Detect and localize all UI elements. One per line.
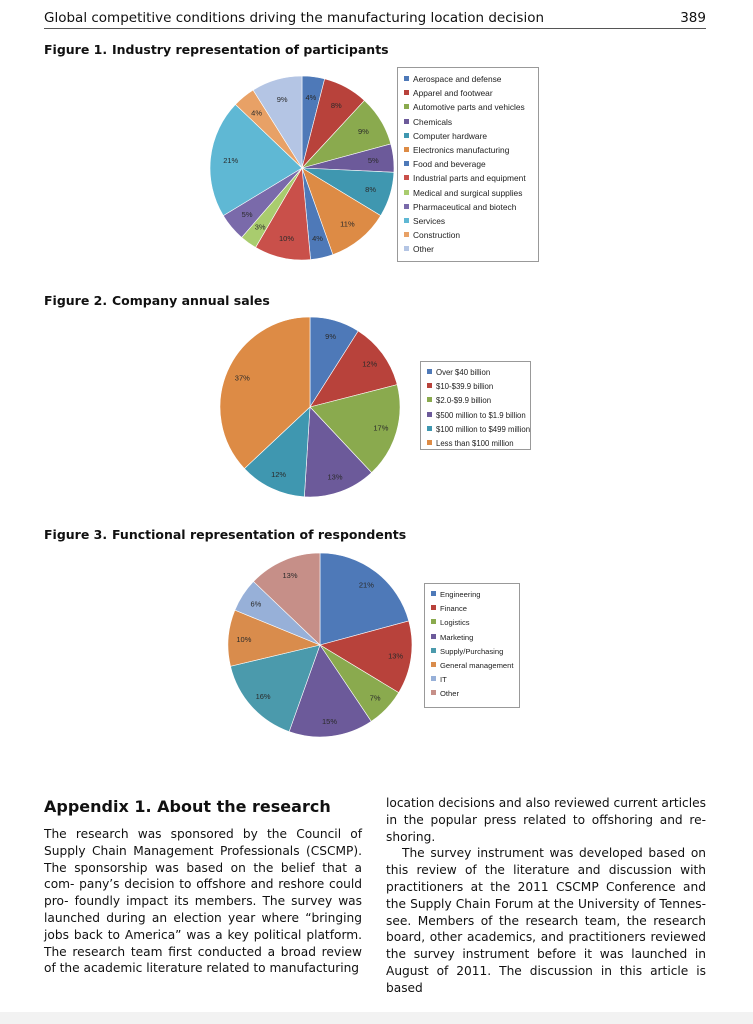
pie-data-label: 12% [362,359,378,369]
legend-swatch [404,204,409,209]
figure-1-legend [397,67,539,262]
legend-swatch [404,133,409,138]
legend-label: Medical and surgical supplies [413,187,523,198]
legend-item [431,631,513,645]
pie-data-label: 9% [276,95,288,104]
right-paragraph-2: The survey instrument was developed based on this review of the literature and discussion with practitioners at the 2011 CSCMP Conference and the Supply Chain Forum at the University of Tennes- see. Members of the research team, the research board, other academics, and practitioners reviewed the survey instrument before it was launched in August of 2011. The discussion in this article is based [386,846,706,995]
legend-swatch [404,90,409,95]
legend-label: Less than $100 million [436,438,514,448]
legend-item [404,157,532,171]
legend-label: $10-$39.9 billion [436,382,494,392]
legend-item [427,423,531,437]
legend-item [431,659,513,673]
legend-swatch [404,161,409,166]
figure-1-title: Industry representation of participants [112,42,389,57]
legend-swatch [404,76,409,81]
legend-item [427,437,524,451]
legend-label: Construction [413,230,461,241]
appendix-left-column [44,826,362,977]
pie-data-label: 7% [369,693,381,703]
pie-data-label: 8% [365,184,377,194]
page-bottom-bar [0,1012,753,1024]
legend-item [427,380,524,394]
figure-3-legend [424,583,520,708]
pie-data-label: 13% [388,651,404,661]
figure-2-title: Company annual sales [112,293,270,308]
legend-label: $500 million to $1.9 billion [436,410,526,420]
pie-data-label: 16% [255,692,271,701]
pie-data-label: 17% [373,423,389,433]
legend-item [427,394,524,408]
legend-label: IT [440,675,447,685]
legend-label: Industrial parts and equipment [413,173,526,184]
legend-swatch [427,440,432,445]
legend-swatch [427,383,432,388]
pie-data-label: 5% [367,156,379,166]
legend-label: Supply/Purchasing [440,646,504,656]
legend-swatch [427,369,432,374]
pie-data-label: 4% [251,108,263,118]
pie-data-label: 6% [250,599,262,609]
pie-data-label: 3% [254,222,266,232]
page-number: 389 [680,10,706,26]
pie-data-label: 13% [282,570,298,580]
running-title: Global competitive conditions driving the manufacturing location decision [44,10,545,26]
pie-data-label: 21% [358,580,374,590]
pie-data-label: 11% [340,219,355,229]
legend-label: Chemicals [413,116,453,127]
figure-1-pie-chart [0,0,753,280]
legend-label: Over $40 billion [436,368,491,377]
legend-swatch [404,147,409,152]
legend-item [431,673,513,687]
legend-item [404,228,532,242]
pie-data-label: 15% [321,716,338,726]
legend-swatch [431,605,436,610]
figure-3-title: Functional representation of respondents [112,527,407,542]
legend-item [404,200,532,214]
legend-label: Marketing [440,632,474,642]
legend-item [404,186,532,200]
legend-label: Pharmaceutical and biotech [413,201,517,212]
legend-item [404,242,532,256]
figure-2-pie-chart [0,305,753,505]
appendix-heading: Appendix 1. About the research [44,797,331,816]
legend-swatch [404,119,409,124]
figure-3-label: Figure 3. [44,527,108,542]
legend-swatch [431,619,436,624]
appendix-right-column [386,795,706,997]
figure-3-pie-chart [0,545,753,745]
pie-data-label: 37% [234,373,250,383]
legend-label: Computer hardware [413,130,488,141]
legend-swatch [427,426,432,431]
figure-2-label: Figure 2. [44,293,108,308]
legend-label: Aerospace and defense [413,74,502,84]
figure-1-label: Figure 1. [44,42,108,57]
legend-label: General management [440,660,514,670]
pie-data-label: 12% [271,469,287,479]
legend-swatch [431,690,436,695]
figure-2-legend [420,361,531,450]
pie-data-label: 4% [305,92,317,102]
legend-swatch [404,104,409,109]
pie-data-label: 10% [236,635,252,645]
pie-data-label: 8% [330,100,342,110]
legend-item [404,86,532,100]
legend-item [404,129,532,143]
legend-label: $2.0-$9.9 billion [436,396,492,406]
legend-item [431,687,513,701]
legend-swatch [431,676,436,681]
pie-data-label: 10% [278,234,295,244]
legend-item [427,366,524,380]
legend-item [431,645,513,659]
legend-swatch [427,412,432,417]
legend-label: Engineering [440,590,481,599]
legend-label: Services [413,215,446,226]
legend-item [404,214,532,228]
legend-item [404,143,532,157]
legend-swatch [404,175,409,180]
legend-swatch [404,246,409,251]
legend-item [427,409,524,423]
legend-label: Logistics [440,618,470,628]
pie-data-label: 21% [223,156,239,166]
legend-item [431,588,513,602]
pie-data-label: 4% [312,234,323,244]
legend-label: Other [440,689,459,699]
figure-3-caption [44,527,406,542]
legend-item [404,115,532,129]
legend-label: Apparel and footwear [413,88,493,99]
legend-item [404,100,532,114]
legend-swatch [431,591,436,596]
pie-data-label: 5% [241,210,253,220]
legend-label: $100 million to $499 million [436,424,531,434]
legend-label: Electronics manufacturing [413,144,510,155]
legend-label: Automotive parts and vehicles [413,102,525,113]
legend-label: Finance [440,604,468,614]
legend-item [404,171,532,185]
left-paragraph: The research was sponsored by the Council of Supply Chain Management Professionals (CSCMP). The sponsorship was based on the belief that a com- pany’s decision to offshore and reshore could pro- foundly impact its members. The survey was launched during an election year where “bringing jobs back to America” was a key political platform. The research team first conducted a broad review of the academic literature related to manufacturing [44,827,362,976]
legend-swatch [404,218,409,223]
pie-data-label: 9% [357,126,369,136]
legend-swatch [431,662,436,667]
legend-swatch [431,634,436,639]
right-paragraph-1: location decisions and also reviewed current articles in the popular press related to offshoring and re- shoring. [386,796,706,844]
legend-swatch [431,648,436,653]
legend-item [431,602,513,616]
legend-item [404,72,532,86]
legend-label: Food and beverage [413,159,486,170]
pie-data-label: 9% [325,332,337,342]
legend-swatch [404,190,409,195]
legend-item [431,616,513,630]
pie-data-label: 13% [327,472,343,482]
legend-swatch [427,397,432,402]
legend-label: Other [413,244,434,255]
legend-swatch [404,232,409,237]
